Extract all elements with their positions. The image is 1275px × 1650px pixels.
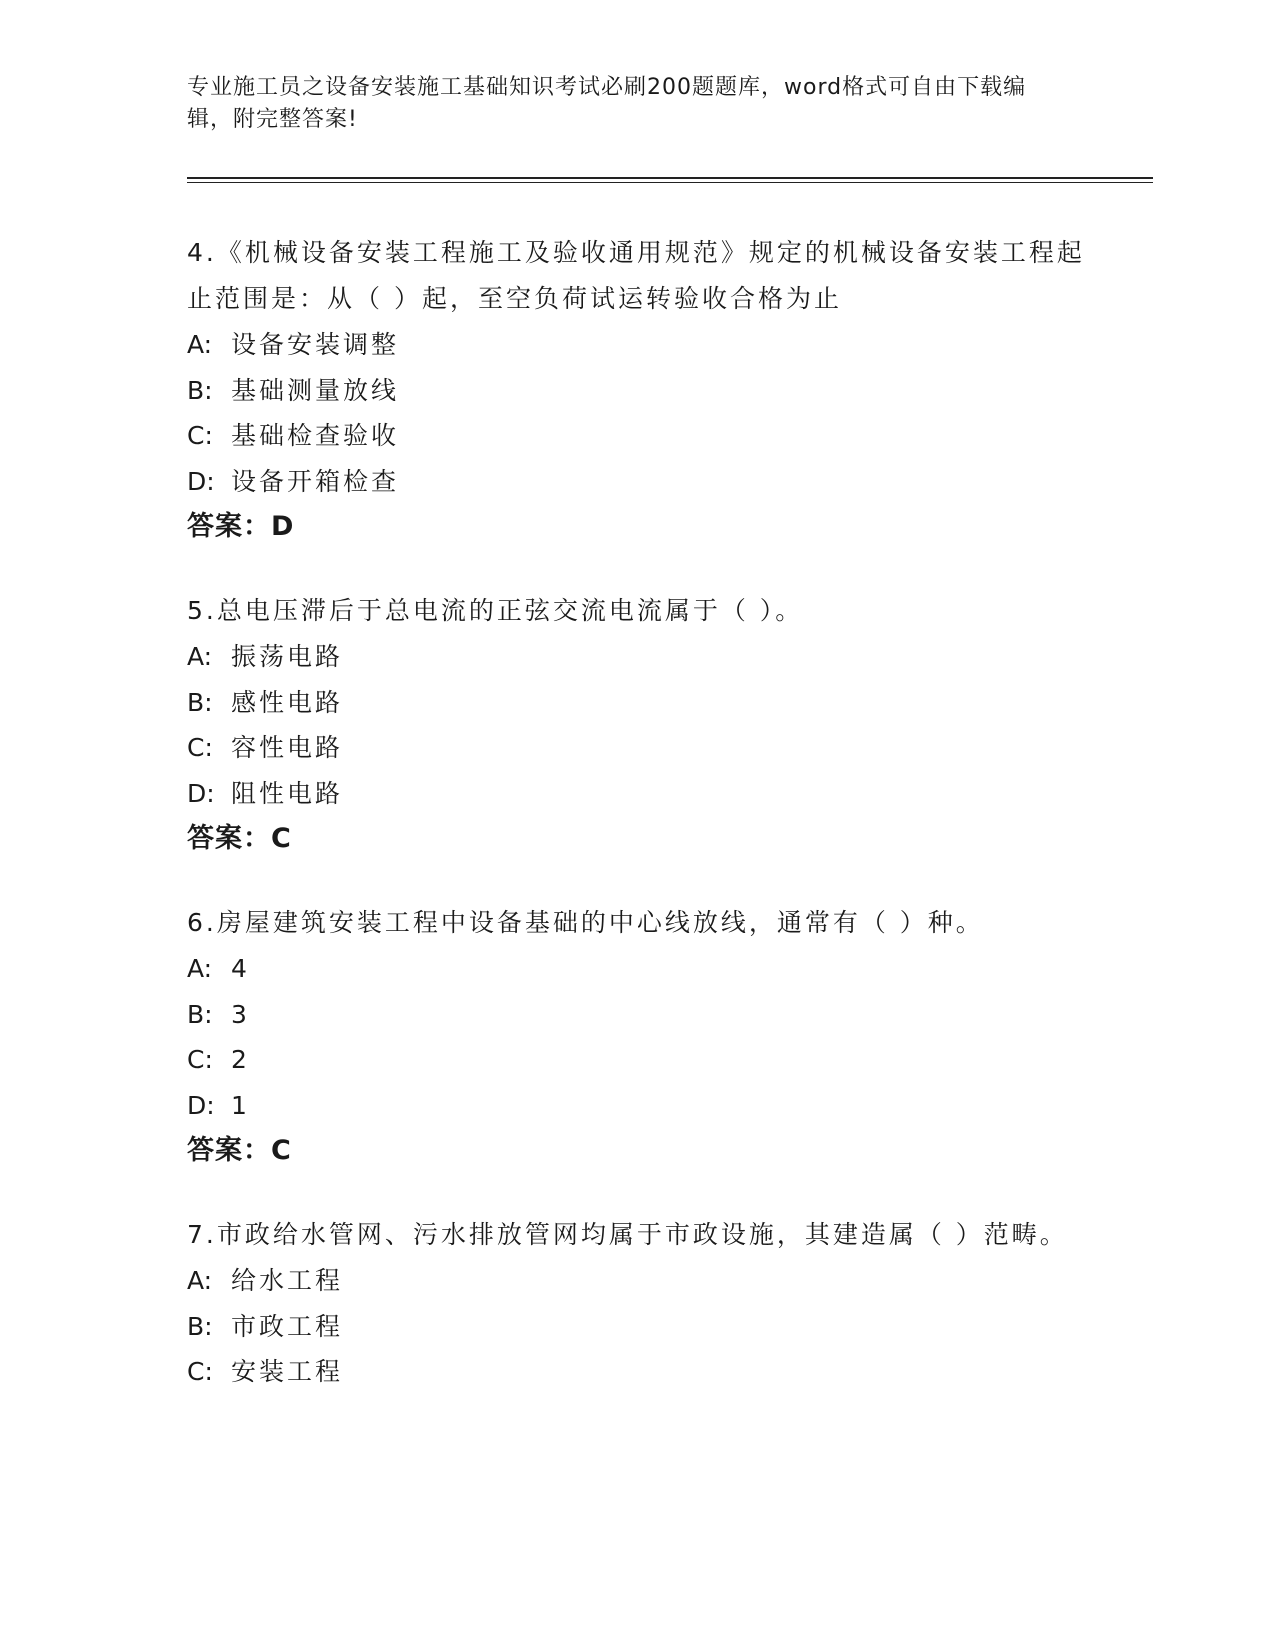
option-key: A: [187,954,213,983]
option-a [187,634,1087,680]
document-header: 专业施工员之设备安装施工基础知识考试必刷200题题库，word格式可自由下载编辑，附完整答案! [187,75,1027,132]
option-key: D: [187,466,215,496]
option-text: 安装工程 [231,1357,344,1386]
question-7 [187,1212,1087,1395]
header-rule-thick [187,177,1153,179]
option-d [187,459,1087,505]
option-text: 基础测量放线 [231,375,400,405]
question-stem: 4.《机械设备安装工程施工及验收通用规范》规定的机械设备安装工程起止范围是：从（ ）起，至空负荷试运转验收合格为止 [187,238,1085,313]
option-text: 设备开箱检查 [231,466,400,496]
option-text: 阻性电路 [231,778,344,808]
option-text: 设备安装调整 [231,330,400,359]
question-4 [187,230,1087,550]
option-key: B: [187,375,213,405]
option-text: 给水工程 [231,1266,344,1295]
question-list [187,230,1087,1433]
option-b [187,680,1087,726]
option-key: C: [187,1045,213,1074]
option-text: 4 [231,954,250,983]
header-rule-thin [187,182,1153,183]
question-stem: 6.房屋建筑安装工程中设备基础的中心线放线，通常有（ ）种。 [187,908,984,937]
option-c [187,1037,1087,1083]
option-a [187,946,1087,992]
option-text: 3 [231,999,250,1029]
option-c [187,725,1087,771]
option-key: C: [187,421,213,450]
answer-line: 答案：D [187,511,295,542]
option-b [187,1304,1087,1350]
question-stem: 5.总电压滞后于总电流的正弦交流电流属于（ ）。 [187,596,804,625]
option-b [187,992,1087,1038]
option-c [187,413,1087,459]
answer-line: 答案：C [187,1135,292,1166]
option-d [187,1083,1087,1129]
option-c [187,1349,1087,1395]
question-6 [187,900,1087,1174]
option-text: 市政工程 [231,1311,344,1341]
option-key: B: [187,1311,213,1341]
option-b [187,368,1087,414]
option-key: D: [187,1090,215,1120]
option-key: C: [187,1357,213,1386]
question-stem: 7.市政给水管网、污水排放管网均属于市政设施，其建造属（ ）范畴。 [187,1220,1068,1249]
option-key: C: [187,733,213,762]
option-d [187,771,1087,817]
option-key: A: [187,1266,213,1295]
option-key: A: [187,330,213,359]
option-text: 基础检查验收 [231,421,400,450]
option-text: 2 [231,1045,250,1074]
option-a [187,1258,1087,1304]
answer-line: 答案：C [187,823,292,854]
option-text: 振荡电路 [231,642,344,671]
option-text: 感性电路 [231,687,344,717]
option-text: 1 [231,1090,250,1120]
option-key: B: [187,687,213,717]
option-key: D: [187,778,215,808]
option-key: B: [187,999,213,1029]
option-a [187,322,1087,368]
option-key: A: [187,642,213,671]
question-5 [187,588,1087,862]
option-text: 容性电路 [231,733,344,762]
